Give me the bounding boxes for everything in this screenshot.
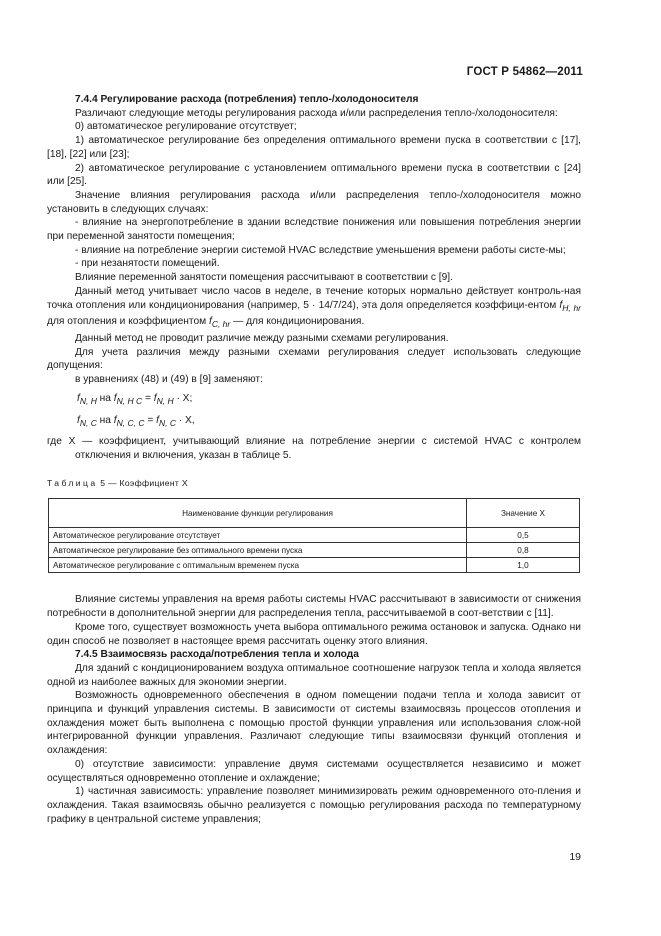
list-item: - при незанятости помещений. — [75, 258, 220, 270]
table-row — [49, 558, 580, 573]
paragraph: Для учета различия между разными схемами регулирования следует использовать следующие допущения: — [47, 346, 581, 372]
document-header: ГОСТ Р 54862—2011 — [466, 66, 583, 78]
list-item: - влияние на потребление энергии системой HVAC вследствие уменьшения времени работы систе-мы; — [75, 244, 566, 256]
paragraph: Данный метод учитывает число часов в неделе, в течение которых нормально действует контроль-ная точка отопления или кондиционирования (например, 5 · 14/7/24), эта доля определяется коэффици-ентом $f_{H, hr}$ для отопления и коэффициентом $f_{C, hr}$ — для кондиционирования. — [47, 285, 582, 330]
column-header-value: Значение X — [467, 499, 580, 528]
list-item: - влияние на энергопотребление в здании вследствие понижения или повышения потребления энергии при переменной занятости помещения; — [47, 217, 581, 243]
table-row — [49, 543, 580, 558]
section-heading-7-4-4: 7.4.4 Регулирование расхода (потребления) тепло-/холодоносителя — [75, 94, 419, 105]
list-item: 1) частичная зависимость: управление позволяет минимизировать режим одновременного ото-пления и охлаждения. Такая взаимосвязь обычно реализуется с помощью регулирования расхода по температурному графику в центральной системе управления; — [47, 786, 581, 825]
page-content — [47, 93, 581, 826]
list-item: 2) автоматическое регулирование с установлением оптимального времени пуска в соответствии с [24] или [25]. — [47, 162, 581, 188]
coefficient-table — [48, 498, 580, 573]
table-row — [49, 528, 580, 543]
formula-heating: $f_{N, H}$ на $f_{N, H C} = f_{N, H} \cdot X$; — [77, 392, 193, 406]
page-number: 19 — [569, 851, 581, 863]
table-cell-function: Автоматическое регулирование отсутствует — [49, 528, 467, 543]
table-cell-value: 0,8 — [467, 543, 580, 558]
paragraph: Влияние переменной занятости помещения рассчитывают в соответствии с [9]. — [75, 272, 453, 284]
list-item: 1) автоматическое регулирование без определения оптимального времени пуска в соответствии с [17], [18], [22] или [23]; — [47, 135, 581, 160]
paragraph: Значение влияния регулирования расхода и/или распределения тепло-/холодоносителя можно установить в следующих случаях: — [47, 189, 581, 215]
column-header-function: Наименование функции регулирования — [49, 499, 467, 528]
list-item: 0) отсутствие зависимости: управление двумя системами осуществляется независимо и может осуществляться одновременно отопление и охлаждение; — [47, 758, 581, 784]
table-cell-value: 1,0 — [467, 558, 580, 573]
table-caption: Таблица 5 — Коэффициент X — [47, 477, 188, 488]
paragraph: Данный метод не проводит различие между разными схемами регулирования. — [75, 333, 449, 345]
table-header-row — [49, 499, 580, 528]
table-cell-function: Автоматическое регулирование без оптимального времени пуска — [49, 543, 467, 558]
paragraph: Возможность одновременного обеспечения в одном помещении подачи тепла и холода зависит от принципа и функций управления системы. В зависимости от системы взаимосвязь процессов отопления и охлаждения может быть выполнена с помощью простой функции управления или использования слож-ной интегрированной функции управления. Различают следующие типы взаимосвязи функций отопления и охлаждения: — [47, 690, 581, 757]
section-heading-7-4-5: 7.4.5 Взаимосвязь расхода/потребления тепла и холода — [75, 649, 359, 661]
paragraph: Кроме того, существует возможность учета выбора оптимального режима остановок и запуска. Однако ни один способ не позволяет в настоящее время рассчитать оценку этого влияния. — [47, 621, 581, 647]
paragraph: Различают следующие методы регулирования расхода и/или распределения тепло-/холодоносителя: — [75, 107, 558, 119]
table-cell-function: Автоматическое регулирование с оптимальным временем пуска — [49, 558, 467, 573]
paragraph: Влияние системы управления на время работы системы HVAC рассчитывают в зависимости от снижения потребности в дополнительной энергии для распределения тепла, рассчитываемой в соот-ветствии с [11]. — [47, 594, 581, 620]
table-cell-value: 0,5 — [467, 528, 580, 543]
list-item: 0) автоматическое регулирование отсутствует; — [75, 121, 297, 133]
formula-cooling: $f_{N, C}$ на $f_{N, C, C} = f_{N, C} \cdot X$, — [77, 414, 195, 428]
paragraph: в уравнениях (48) и (49) в [9] заменяют: — [75, 374, 263, 386]
where-clause: где X — коэффициент, учитывающий влияние на потребление энергии с системой HVAC с контролем отключения и включения, указан в таблице 5. — [47, 436, 581, 461]
paragraph: Для зданий с кондиционированием воздуха оптимальное соотношение нагрузок тепла и холода является одной из наиболее важных для экономии энергии. — [47, 662, 581, 688]
